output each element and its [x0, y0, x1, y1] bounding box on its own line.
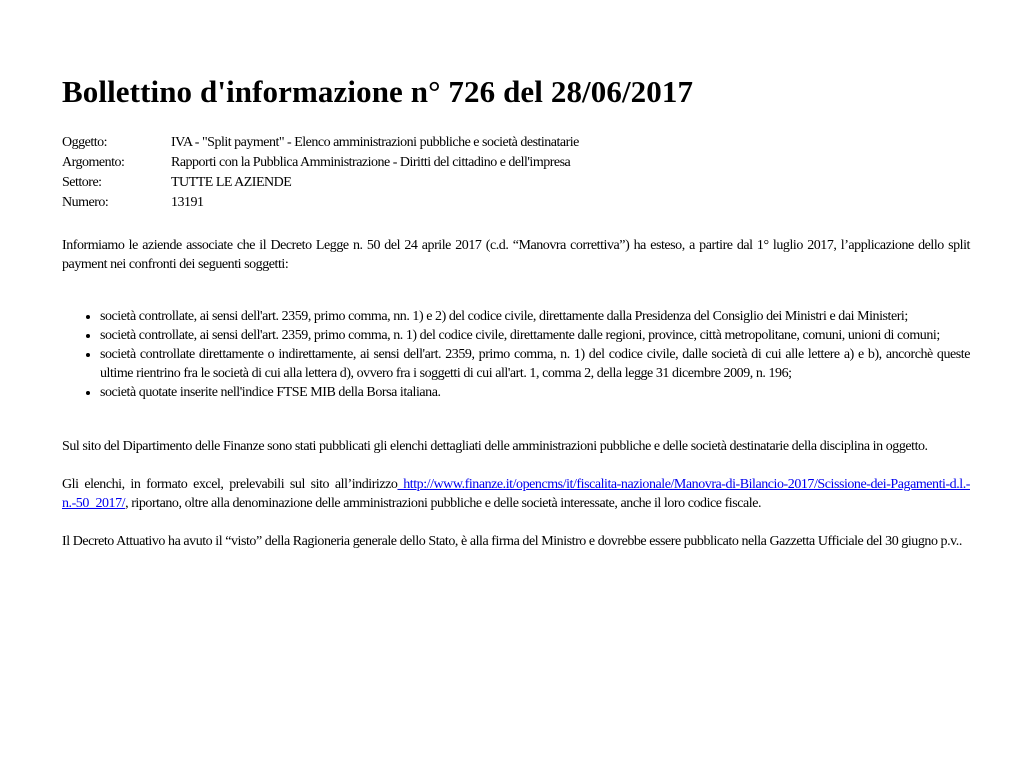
meta-row-numero: [62, 193, 579, 213]
elenchi-text-after: , riportano, oltre alla denominazione delle amministrazioni pubbliche e delle società interessate, anche il loro codice fiscale.: [125, 496, 762, 511]
list-item: • società controllate direttamente o indirettamente, ai sensi dell'art. 2359, primo comma, n. 1) del codice civile, dalle società di cui alle lettere a) e b), ancorchè queste ultime rientrino fra le società di cui alla lettera d), ovvero fra i soggetti di cui all'art. 1, comma 2, della legge 31 dicembre 2009, n. 196;: [100, 345, 970, 383]
list-item: • società quotate inserite nell'indice FTSE MIB della Borsa italiana.: [100, 383, 970, 402]
decreto-paragraph: Il Decreto Attuativo ha avuto il “visto” della Ragioneria generale dello Stato, è alla firma del Ministro e dovrebbe essere pubblicato nella Gazzetta Ufficiale del 30 giugno p.v..: [62, 534, 962, 549]
list-item: • società controllate, ai sensi dell'art. 2359, primo comma, nn. 1) e 2) del codice civile, direttamente dalla Presidenza del Consiglio dei Ministri e dai Ministeri;: [100, 307, 970, 326]
meta-value: Rapporti con la Pubblica Amministrazione - Diritti del cittadino e dell'impresa: [171, 155, 571, 170]
elenchi-paragraph: [62, 475, 970, 513]
sito-paragraph: Sul sito del Dipartimento delle Finanze sono stati pubblicati gli elenchi dettagliati delle amministrazioni pubbliche e delle società destinatarie della disciplina in oggetto.: [62, 439, 928, 454]
meta-label: Numero:: [62, 195, 109, 210]
meta-row-settore: [62, 173, 579, 193]
metadata-table: [62, 133, 579, 213]
soggetti-list: [62, 307, 970, 402]
page-title: Bollettino d'informazione n° 726 del 28/06/2017: [62, 74, 694, 109]
meta-row-argomento: [62, 153, 579, 173]
meta-row-oggetto: [62, 133, 579, 153]
list-item: • società controllate, ai sensi dell'art. 2359, primo comma, n. 1) del codice civile, direttamente dalle regioni, province, città metropolitane, comuni, unioni di comuni;: [100, 326, 970, 345]
finanze-link[interactable]: http://www.finanze.it/opencms/it/fiscalita-nazionale/Manovra-di-Bilancio-2017/Scissione-dei-Pagamenti-d.l.-n.-50_2017/: [62, 477, 970, 511]
meta-label: Oggetto:: [62, 135, 107, 150]
meta-value: IVA - "Split payment" - Elenco amministrazioni pubbliche e società destinatarie: [171, 135, 579, 150]
meta-value: 13191: [171, 195, 204, 210]
meta-label: Argomento:: [62, 155, 125, 170]
elenchi-text-before: Gli elenchi, in formato excel, prelevabili sul sito all’indirizzo: [62, 477, 398, 492]
meta-value: TUTTE LE AZIENDE: [171, 175, 292, 190]
meta-label: Settore:: [62, 175, 102, 190]
intro-paragraph: Informiamo le aziende associate che il Decreto Legge n. 50 del 24 aprile 2017 (c.d. “Manovra correttiva”) ha esteso, a partire dal 1° luglio 2017, l’applicazione dello split payment nei confronti dei seguenti soggetti:: [62, 238, 970, 272]
